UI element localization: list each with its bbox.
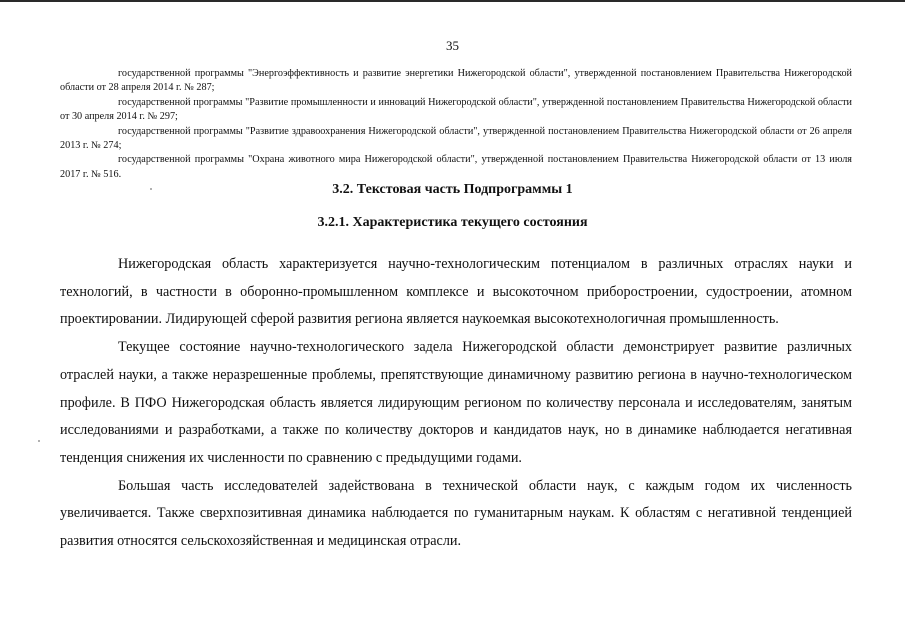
subsection-heading: 3.2.1. Характеристика текущего состояния — [317, 215, 588, 230]
paragraph: Нижегородская область характеризуется научно-технологическим потенциалом в различных отраслях науки и технологий, в частности в оборонно-промышленном комплексе и высокоточном приборостроении, судостроении, атомном проектировании. Лидирующей сферой развития региона является наукоемкая высокотехнологичная промышленность. — [60, 256, 852, 328]
footnote-item: государственной программы "Охрана животного мира Нижегородской области", утвержденной постановлением Правительства Нижегородской области от 13 июля 2017 г. № 516. — [60, 154, 852, 180]
scan-edge-line — [0, 0, 905, 2]
footnote-item: государственной программы "Развитие промышленности и инноваций Нижегородской области", утвержденной постановлением Правительства Нижегородской области от 30 апреля 2014 г. № 297; — [60, 96, 852, 123]
paragraph: Большая часть исследователей задействована в технической области наук, с каждым годом их численность увеличивается. Также сверхпозитивная динамика наблюдается по гуманитарным наукам. К областям с негативной тенденцией развития относятся сельскохозяйственная и медицинская отрасли. — [60, 477, 852, 550]
footnote-item: государственной программы "Энергоэффективность и развитие энергетики Нижегородской области", утвержденной постановлением Правительства Нижегородской области от 28 апреля 2014 г. № 287; — [60, 68, 852, 94]
scan-speck — [38, 440, 40, 442]
footnotes-block — [60, 67, 852, 182]
paragraph: Текущее состояние научно-технологического задела Нижегородской области демонстрирует развитие различных отраслей науки, а также неразрешенные проблемы, препятствующие динамичному развитию региона в научно-технологическом профиле. В ПФО Нижегородская область является лидирующим регионом по количеству персонала и исследователям, занятым исследованиями и разработками, а также по количеству докторов и кандидатов наук, но в динамике наблюдается негативная тенденция снижения их численности по сравнению с предыдущими годами. — [60, 339, 852, 466]
page-number: 35 — [446, 38, 459, 53]
scan-speck — [150, 188, 152, 190]
body-text — [60, 251, 852, 556]
section-heading: 3.2. Текстовая часть Подпрограммы 1 — [332, 182, 573, 197]
footnote-item: государственной программы "Развитие здравоохранения Нижегородской области", утвержденной постановлением Правительства Нижегородской области от 26 апреля 2013 г. № 274; — [60, 125, 852, 152]
